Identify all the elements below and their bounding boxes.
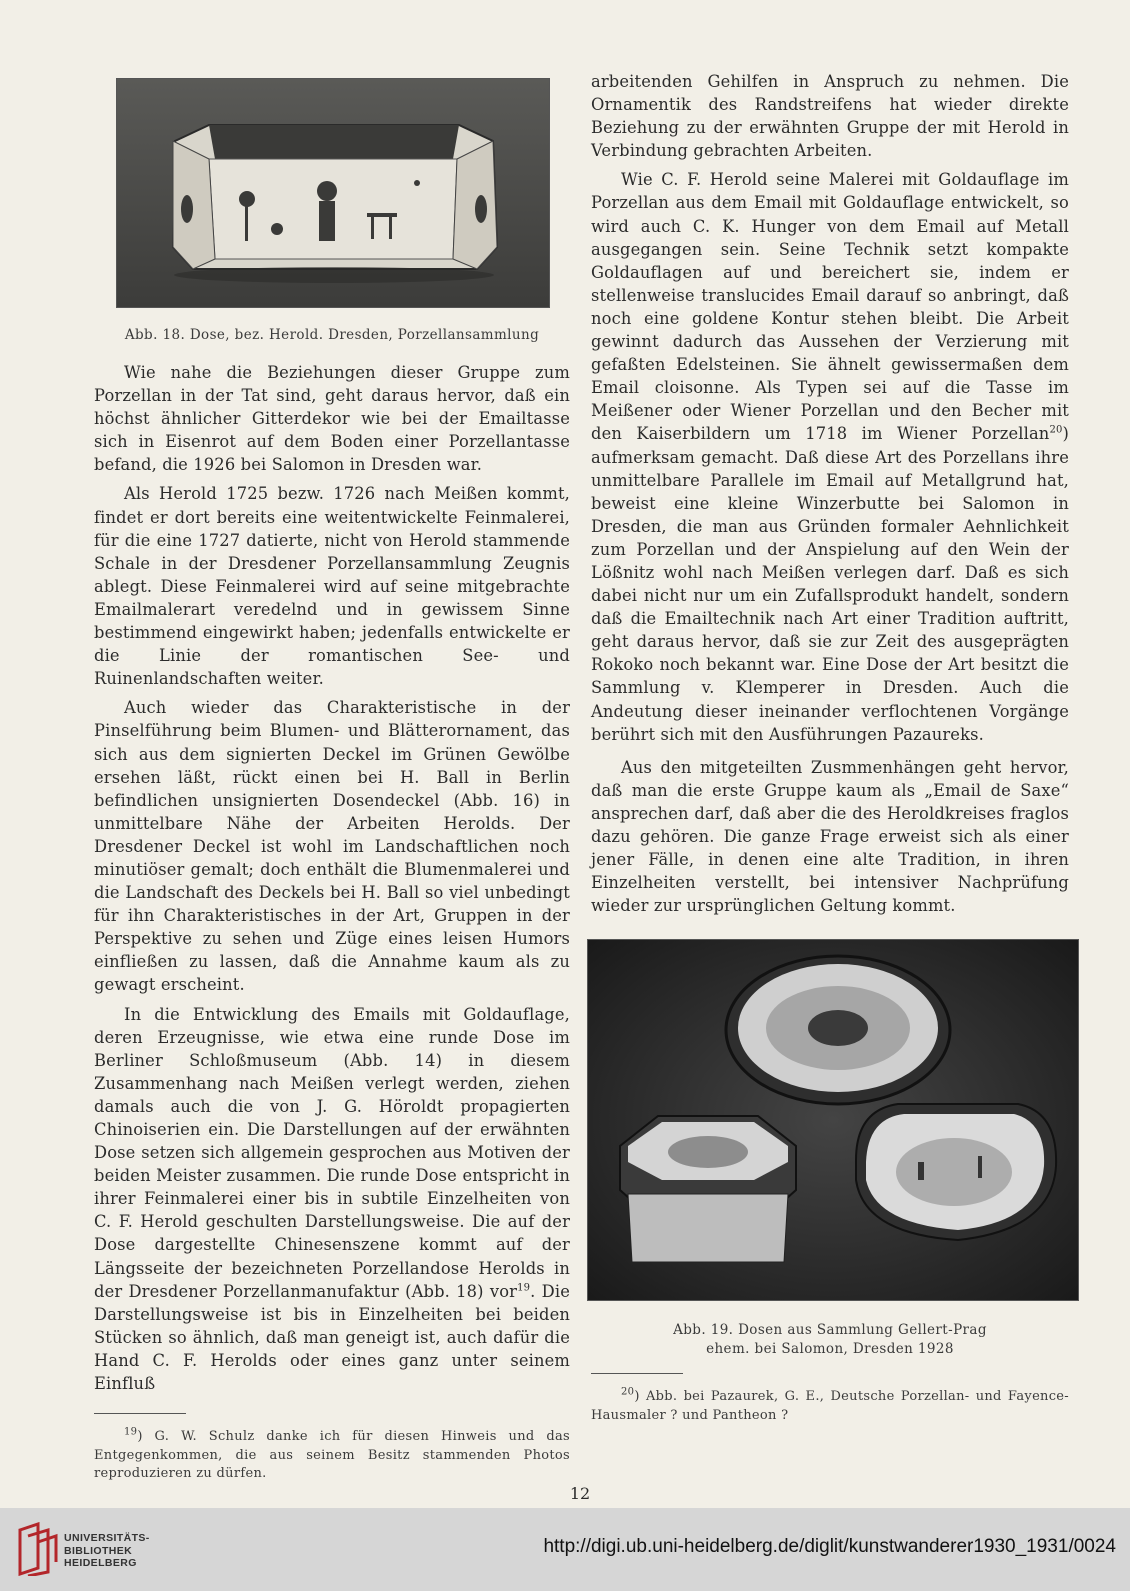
porcelain-box-photo [117, 79, 549, 307]
left-column [94, 70, 570, 1484]
figure-18-caption: Abb. 18. Dose, bez. Herold. Dresden, Porzellansammlung [124, 327, 540, 343]
footnote [94, 1428, 570, 1484]
footnote-mark: 19 [124, 1426, 138, 1438]
library-name [64, 1532, 150, 1570]
university-library-logo-icon [14, 1522, 60, 1576]
figure-19-image [587, 939, 1079, 1301]
library-name-line: BIBLIOTHEK [64, 1544, 133, 1557]
footnote-divider [94, 1413, 186, 1414]
page-number: 12 [569, 1484, 591, 1503]
paragraph: Wie nahe die Beziehungen dieser Gruppe zum Porzellan in der Tat sind, geht daraus hervor, daß ein höchst ähnlicher Gitterdekor wie bei der Emailtasse sich in Eisenrot auf dem Boden einer Porzellantasse befand, die 1926 bei Salomon in Dresden war. [94, 363, 570, 475]
library-name-line: UNIVERSITÄTS- [64, 1532, 150, 1544]
paragraph: Als Herold 1725 bezw. 1726 nach Meißen kommt, findet er dort bereits eine weitentwickelte Feinmalerei, für die eine 1727 datierte, nicht von Herold stammende Schale in der Dresdener Porzellansammlung Zeugnis ablegt. Diese Feinmalerei wird auf seine mitgebrachte Emailmalerart veredelnd und in gewissem Sinne bestimmend eingewirkt haben; jedenfalls entwickelte er die Linie der romantischen See- und Ruinenlandschaften weiter. [94, 484, 570, 689]
paragraph: arbeitenden Gehilfen in Anspruch zu nehmen. Die Ornamentik des Randstreifens hat wieder direkte Beziehung zu der erwähnten Gruppe der mit Herold in Verbindung gebrachten Arbeiten. [591, 72, 1069, 161]
right-column [591, 70, 1069, 1425]
footnote-mark: 20 [621, 1387, 635, 1399]
figure-19-caption [591, 1321, 1069, 1359]
paragraph-text: ) aufmerksam gemacht. Daß diese Art des Porzellans ihre unmittelbare Parallele im Email auf Metallgrund hat, beweist eine kleine Winzerbutte bei Salomon in Dresden, die man aus Gründen formaler Aehnlichkeit zum Porzellan und der Anspielung auf den Wein der Lößnitz wohl nach Meißen verlegen darf. Daß es sich dabei nicht nur um ein Zufallsprodukt handelt, sondern daß die Emailtechnik nach Art einer Tradition auftritt, geht daraus hervor, daß sie zur Zeit des ausgeprägten Rokoko noch bekannt war. Eine Dose der Art besitzt die Sammlung v. Klemperer in Dresden. Auch die Andeutung dieser ineinander verflochtenen Vorgänge berührt sich mit den Ausführungen Pazaureks. [591, 424, 1069, 744]
library-name-line: HEIDELBERG [64, 1557, 137, 1569]
figure-18-image [116, 78, 550, 308]
paragraph-text: . Die Darstellungsweise ist bis in Einzelheiten bei beiden Stücken so ähnlich, daß man geneigt ist, auch dafür die Hand C. F. Herolds oder eines ganz unter seinem Einfluß [94, 1281, 571, 1394]
paragraph [94, 1003, 570, 1396]
footnote [591, 1388, 1069, 1425]
footnote-text: ) Abb. bei Pazaurek, G. E., Deutsche Porzellan- und Fayence-Hausmaler ? und Pantheon ? [591, 1389, 1069, 1423]
paragraph [591, 168, 1069, 745]
caption-line: ehem. bei Salomon, Dresden 1928 [706, 1341, 954, 1358]
footnote-text: ) G. W. Schulz danke ich für diesen Hinweis und das Entgegenkommen, die aus seinem Besitz stammenden Photos reproduzieren zu dürfen. [94, 1429, 570, 1482]
source-url-link[interactable]: http://digi.ub.uni-heidelberg.de/diglit/kunstwanderer1930_1931/0024 [543, 1536, 1116, 1557]
paragraph-text: In die Entwicklung des Emails mit Goldauflage, deren Erzeugnisse, wie etwa eine runde Dose im Berliner Schloßmuseum (Abb. 14) in diesem Zusammenhang nach Meißen verlegt werden, ziehen damals auch die von J. G. Höroldt propagierten Chinoiserien ein. Die Darstellungen auf der erwähnten Dose setzen sich allgemein gesprochen aus Motiven der beiden Meister zusammen. Die runde Dose entspricht in ihrer Feinmalerei einer bis in subtile Einzelheiten von C. F. Herold geschulten Darstellungsweise. Die auf der Dose dargestellte Chinesenszene kommt auf der Längsseite der bezeichneten Porzellandose Herolds in der Dresdener Porzellanmanufaktur (Abb. 18) vor [94, 1004, 570, 1301]
footer-bar [0, 1508, 1130, 1591]
paragraph: Aus den mitgeteilten Zusmmenhängen geht hervor, daß man die erste Gruppe kaum als „Email de Saxe“ ansprechen darf, daß aber die des Heroldkreises fraglos dazu gehören. Die ganze Frage erweist sich als einer jener Fälle, in denen eine alte Tradition, in ihren Einzelheiten verstellt, bei intensiver Nachprüfung wieder zur ursprünglichen Geltung kommt. [591, 757, 1069, 916]
footnote-ref: 20 [1049, 424, 1063, 436]
caption-line: Abb. 19. Dosen aus Sammlung Gellert-Prag [673, 1322, 987, 1339]
paragraph: Auch wieder das Charakteristische in der Pinselführung beim Blumen- und Blätterornament, das sich aus dem signierten Deckel im Grünen Gewölbe ersehen läßt, rückt einen bei H. Ball in Berlin befindlichen unsignierten Dosendeckel (Abb. 16) in unmittelbare Nähe der Arbeiten Herolds. Der Dresdener Deckel ist wohl im Landschaftlichen noch minutiöser gemalt; doch enthält die Blumenmalerei und die Landschaft des Deckels bei H. Ball so viel unbedingt für ihn Charakteristisches in der Art, Gruppen in der Perspektive zu sehen und Züge eines leisen Humors einfließen zu lassen, daß die Annahme kaum als zu gewagt erscheint. [94, 698, 570, 995]
snuffboxes-photo [588, 940, 1078, 1300]
paragraph-text: Wie C. F. Herold seine Malerei mit Goldauflage im Porzellan aus dem Email mit Goldauflage entwickelt, so wird auch C. K. Hunger von dem Email auf Metall ausgegangen sein. Seine Technik setzt kompakte Goldauflagen auf und bereichert sie, indem er stellenweise translucides Email darauf so anbringt, daß noch eine goldene Kontur stehen bleibt. Die Arbeit gewinnt dadurch das Aussehen der Verzierung mit gefaßten Edelsteinen. Sie ähnelt gewissermaßen dem Email cloisonne. Als Typen sei auf die Tasse im Meißener oder Wiener Porzellan und den Becher mit den Kaiserbildern um 1718 im Wiener Porzellan [591, 170, 1069, 444]
footnote-ref: 19 [517, 1282, 531, 1294]
footnote-divider [591, 1373, 683, 1374]
